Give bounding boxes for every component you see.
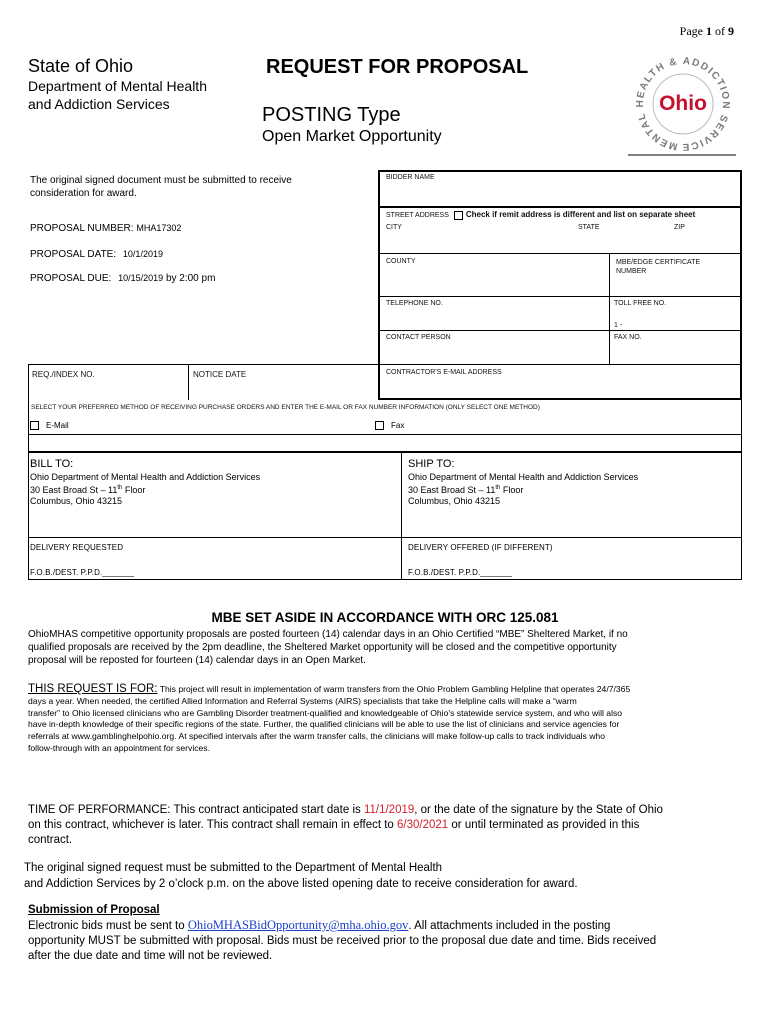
posting-type: POSTING Type [262,104,401,126]
logo-wordmark: Ohio [659,92,707,115]
fax-field[interactable]: FAX NO. [614,334,642,341]
signed-document-notice: The original signed document must be submitted to receive consideration for award. [30,175,292,199]
toll-free-field[interactable]: TOLL FREE NO. [614,300,667,307]
email-checkbox[interactable] [30,421,39,430]
total-pages: 9 [728,24,734,38]
opportunity-type: Open Market Opportunity [262,128,442,145]
ship-to-label: SHIP TO: [408,458,455,470]
contact-person-field[interactable]: CONTACT PERSON [386,334,451,341]
department-line2: and Addiction Services [28,96,170,112]
request-description: THIS REQUEST IS FOR: This project will result in implementation of warm transfers from the Ohio Problem Gambling Helpline that operates 24/7/365 days a year. When needed, the certified Allied Information and Referral Systems (AIRS) specialists that take the Helpline calls will make a “warm transfer” to Ohio licensed clinicians who are Gambling Disorder treatment-qualified and knowledgeable of Ohio’s statewide service system, and who will also have in-depth knowledge of their specific regions of the state. Further, the qualified clinicians will be able to use the list of clinicians and service agencies for referrals at www.gamblinghelpohio.org. At specified intervals after the warm transfer calls, the clinicians will make follow-up calls to track individuals who follow-through with an appointment for services. [28,683,631,753]
city-field[interactable]: CITY [386,224,402,231]
street-address-field[interactable]: STREET ADDRESS Check if remit address is different and list on separate sheet [386,210,696,219]
fob-right[interactable]: F.O.B./DEST. P.P.D._______ [408,568,513,577]
submission-note: The original signed request must be submitted to the Department of Mental Health and Addiction Services by 2 o’clock p.m. on the above listed opening date to receive consideration for award. [24,862,578,890]
email-option[interactable]: E-Mail [30,421,69,430]
state-name: State of Ohio [28,56,134,76]
end-date: 6/30/2021 [397,819,449,831]
bidder-name-field[interactable]: BIDDER NAME [386,174,435,181]
state-field[interactable]: STATE [578,224,600,231]
remit-address-checkbox[interactable] [454,211,463,220]
mbe-paragraph: OhioMHAS competitive opportunity proposals are posted fourteen (14) calendar days in an Ohio Certified “MBE” Sheltered Market, if no qualified proposals are received by the 2pm deadline, the Sheltered Market opportunity will be closed and the competitive opportunity proposal will be reposted for fourteen (14) calendar days in an Open Market. [28,629,628,666]
proposal-due: PROPOSAL DUE: 10/15/2019 by 2:00 pm [30,273,216,284]
telephone-field[interactable]: TELEPHONE NO. [386,300,443,307]
mbe-heading: MBE SET ASIDE IN ACCORDANCE WITH ORC 125.081 [211,610,559,625]
fob-left[interactable]: F.O.B./DEST. P.P.D._______ [30,568,135,577]
current-page: 1 [706,24,712,38]
proposal-due-time: 2:00 pm [179,273,216,284]
submission-heading: Submission of Proposal [28,904,160,916]
bill-to-block: BILL TO: Ohio Department of Mental Health and Addiction Services 30 East Broad St – 11th Floor Columbus, Ohio 43215 [30,458,261,506]
document-title: REQUEST FOR PROPOSAL [266,56,529,78]
delivery-offered-field[interactable]: DELIVERY OFFERED (IF DIFFERENT) [408,543,553,552]
submission-section: Submission of Proposal Electronic bids must be sent to OhioMHASBidOpportunity@mha.ohio.gov. All attachments included in the posting opportunity MUST be submitted with proposal. Bids must be received prior to the proposal due date and time. Bids received after the due date and time will not be reviewed. [28,903,748,964]
proposal-number-value: MHA17302 [136,223,182,233]
toll-free-value: 1 - [614,322,623,329]
notice-date-field[interactable]: NOTICE DATE [193,370,247,379]
method-instruction: SELECT YOUR PREFERRED METHOD OF RECEIVING PURCHASE ORDERS AND ENTER THE E-MAIL OR FAX NUMBER INFORMATION (ONLY SELECT ONE METHOD) [31,404,540,411]
page-indicator: Page 1 of 9 [679,24,734,38]
proposal-number: PROPOSAL NUMBER: MHA17302 [30,223,182,234]
svg-text:MENTAL HEALTH & ADDICTION SERV: MENTAL HEALTH & ADDICTION SERVICE [634,55,732,153]
time-of-performance: TIME OF PERFORMANCE: This contract anticipated start date is 11/1/2019, or the date of the signature by the State of Ohio on this contract, whichever is later. This contract shall remain in effect to 6/30/2021 or until terminated as provided in this contract. [28,804,663,846]
req-index-field[interactable]: REQ./INDEX NO. [32,370,95,379]
department-line1: Department of Mental Health [28,78,207,94]
proposal-due-date: 10/15/2019 [118,273,164,283]
mbe-certificate-field[interactable]: MBE/EDGE CERTIFICATE NUMBER [616,259,701,275]
contractor-email-field[interactable]: CONTRACTOR'S E-MAIL ADDRESS [386,369,502,376]
ohio-mhas-logo [628,52,738,156]
delivery-requested-field[interactable]: DELIVERY REQUESTED [30,543,124,552]
bidder-info-box [378,170,742,400]
start-date: 11/1/2019 [363,804,415,816]
bill-to-label: BILL TO: [30,458,74,470]
proposal-date-value: 10/1/2019 [122,249,163,259]
zip-field[interactable]: ZIP [674,224,685,231]
bid-email-link[interactable]: OhioMHASBidOpportunity@mha.ohio.gov [187,918,409,932]
ship-to-block: SHIP TO: Ohio Department of Mental Health and Addiction Services 30 East Broad St – 11th Floor Columbus, Ohio 43215 [408,458,639,506]
county-field[interactable]: COUNTY [386,258,416,265]
fax-checkbox[interactable] [375,421,384,430]
request-label: THIS REQUEST IS FOR: [28,683,158,695]
fax-option[interactable]: Fax [375,421,404,430]
proposal-date: PROPOSAL DATE: 10/1/2019 [30,249,163,260]
logo-seal-icon [628,52,738,156]
